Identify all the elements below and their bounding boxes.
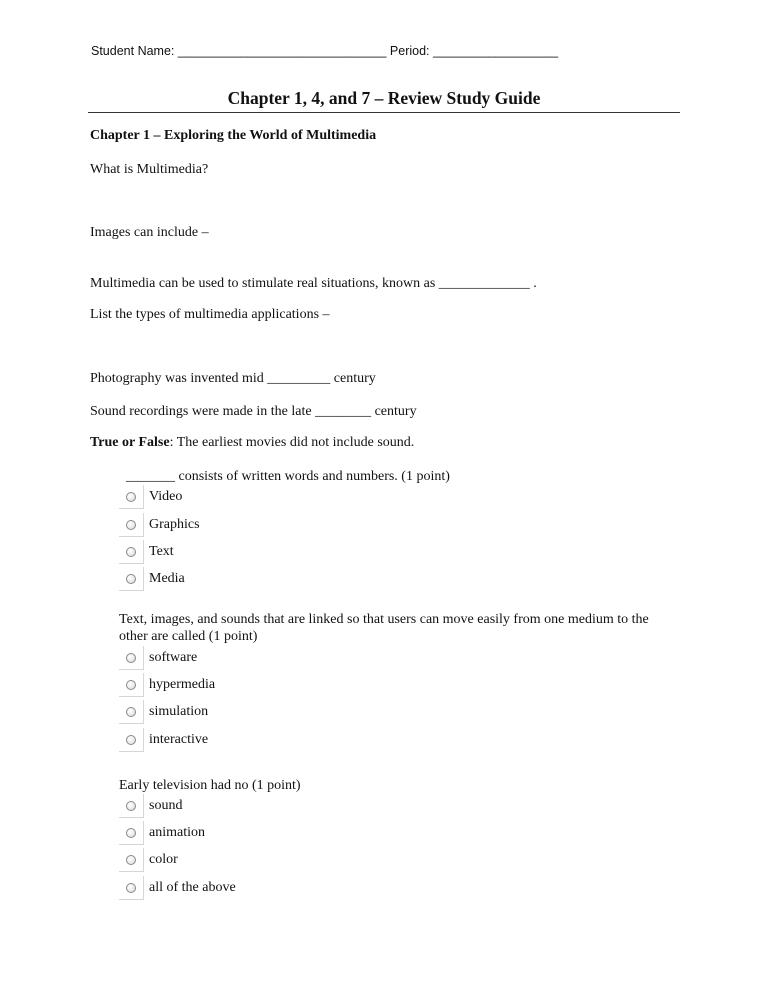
option-label: Video [149, 489, 183, 504]
radio-circle-icon [126, 801, 136, 811]
mc-question-1-option-1[interactable] [119, 485, 182, 509]
radio-button[interactable] [119, 567, 144, 591]
mc-question-2-option-1[interactable] [119, 646, 197, 670]
option-label: sound [149, 798, 183, 813]
radio-circle-icon [126, 735, 136, 745]
radio-button[interactable] [119, 513, 144, 537]
mc-question-3-option-3[interactable] [119, 848, 178, 872]
mc-question-1-option-3[interactable] [119, 540, 174, 564]
radio-button[interactable] [119, 540, 144, 564]
radio-button[interactable] [119, 728, 144, 752]
mc-question-3-option-1[interactable] [119, 794, 182, 818]
option-label: Text [149, 544, 174, 559]
radio-button[interactable] [119, 876, 144, 900]
radio-circle-icon [126, 653, 136, 663]
option-label: color [149, 852, 178, 867]
radio-button[interactable] [119, 646, 144, 670]
question-true-false [90, 435, 414, 451]
radio-circle-icon [126, 547, 136, 557]
radio-circle-icon [126, 520, 136, 530]
radio-circle-icon [126, 492, 136, 502]
title-block [88, 88, 680, 113]
radio-circle-icon [126, 883, 136, 893]
true-false-label: True or False [90, 435, 170, 450]
mc-question-2-option-2[interactable] [119, 673, 215, 697]
option-label: software [149, 650, 198, 665]
radio-button[interactable] [119, 848, 144, 872]
question-photography: Photography was invented mid _________ century [90, 371, 376, 386]
radio-circle-icon [126, 707, 136, 717]
question-sound-recordings: Sound recordings were made in the late ________ century [90, 404, 417, 419]
mc-question-2-option-3[interactable] [119, 700, 208, 724]
mc-question-1-prompt: _______ consists of written words and numbers. (1 point) [126, 469, 450, 484]
option-label: simulation [149, 704, 209, 719]
question-what-is-multimedia: What is Multimedia? [90, 162, 209, 177]
mc-question-3-option-4[interactable] [119, 876, 236, 900]
radio-circle-icon [126, 574, 136, 584]
question-simulation: Multimedia can be used to stimulate real situations, known as _____________ . [90, 276, 537, 291]
radio-button[interactable] [119, 485, 144, 509]
radio-circle-icon [126, 828, 136, 838]
period-label: Period: __________________ [389, 44, 559, 58]
radio-button[interactable] [119, 673, 144, 697]
mc-question-1-option-2[interactable] [119, 513, 200, 537]
true-false-text: : The earliest movies did not include sound. [169, 435, 415, 450]
page-header [91, 44, 558, 58]
option-label: hypermedia [149, 677, 216, 692]
question-images-include: Images can include – [90, 225, 209, 240]
question-application-types: List the types of multimedia applications – [90, 307, 330, 322]
student-name-label: Student Name: ______________________________ [91, 44, 387, 58]
option-label: Graphics [149, 517, 200, 532]
option-label: Media [149, 571, 185, 586]
option-label: animation [149, 825, 205, 840]
chapter1-heading: Chapter 1 – Exploring the World of Multimedia [90, 128, 377, 143]
radio-circle-icon [126, 680, 136, 690]
mc-question-3-prompt: Early television had no (1 point) [119, 778, 301, 793]
page-title: Chapter 1, 4, and 7 – Review Study Guide [227, 88, 541, 108]
radio-button[interactable] [119, 821, 144, 845]
radio-button[interactable] [119, 794, 144, 818]
mc-question-3-option-2[interactable] [119, 821, 205, 845]
mc-question-2-option-4[interactable] [119, 728, 208, 752]
radio-circle-icon [126, 855, 136, 865]
mc-question-2-prompt: Text, images, and sounds that are linked so that users can move easily from one medium to the other are called (1 point) [119, 612, 649, 644]
mc-question-1-option-4[interactable] [119, 567, 185, 591]
option-label: interactive [149, 732, 209, 747]
option-label: all of the above [149, 880, 236, 895]
radio-button[interactable] [119, 700, 144, 724]
